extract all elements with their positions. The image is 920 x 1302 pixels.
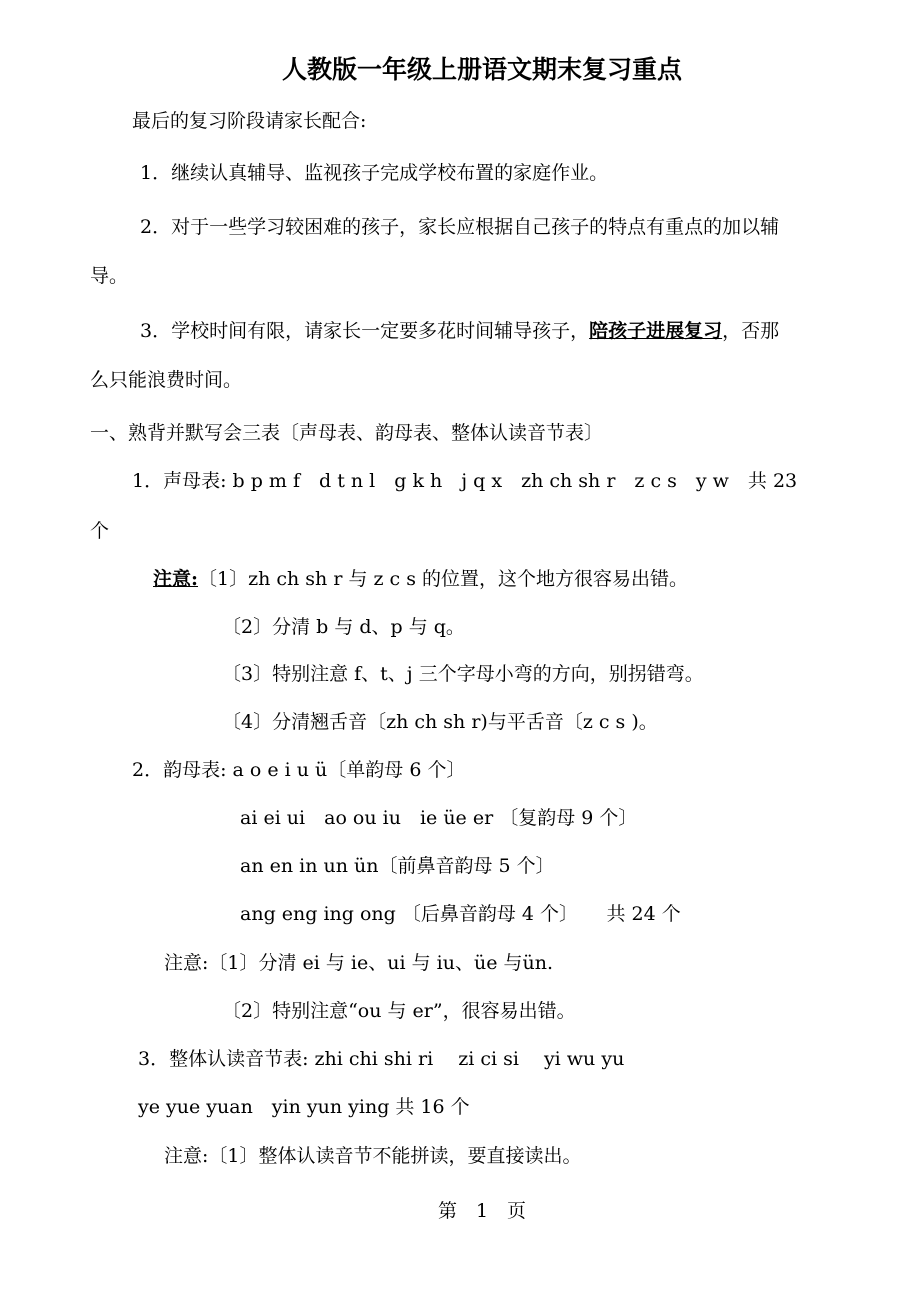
yunmu-note-1: 注意:〔1〕分清 ei 与 ie、ui 与 iu、üe 与ün. <box>164 952 553 974</box>
tip-3-line-2: 么只能浪费时间。 <box>90 369 243 391</box>
yunmu-line-4: ang eng ing ong 〔后鼻音韵母 4 个〕 共 24 个 <box>240 903 681 925</box>
yunmu-line-1: 2．韵母表: a o e i u ü〔单韵母 6 个〕 <box>132 759 466 781</box>
tip-3-text-pre: 3．学校时间有限，请家长一定要多花时间辅导孩子， <box>140 320 590 342</box>
yunmu-line-3: an en in un ün〔前鼻音韵母 5 个〕 <box>240 855 555 877</box>
tip-3-emphasis: 陪孩子进展复习 <box>589 320 723 342</box>
page-title: 人教版一年级上册语文期末复习重点 <box>281 55 682 84</box>
zhengti-line-1: 3．整体认读音节表: zhi chi shi ri zi ci si yi wu yu <box>138 1048 625 1070</box>
page-number: 第 1 页 <box>437 1200 527 1222</box>
shengmu-note-1 <box>153 566 688 592</box>
shengmu-note-2: 〔2〕分清 b 与 d、p 与 q。 <box>222 616 465 638</box>
tip-2-line-1: 2．对于一些学习较困难的孩子，家长应根据自己孩子的特点有重点的加以辅 <box>140 216 780 238</box>
note-1-text: 〔1〕zh ch sh r 与 z c s 的位置，这个地方很容易出错。 <box>198 568 689 590</box>
tip-1: 1．继续认真辅导、监视孩子完成学校布置的家庭作业。 <box>140 162 609 184</box>
note-label: 注意: <box>153 568 199 590</box>
tip-2-line-2: 导。 <box>90 265 129 287</box>
zhengti-note-1: 注意:〔1〕整体认读音节不能拼读，要直接读出。 <box>164 1145 582 1167</box>
shengmu-note-3: 〔3〕特别注意 f、t、j 三个字母小弯的方向，别拐错弯。 <box>222 663 704 685</box>
tip-3-text-post: ，否那 <box>722 320 780 342</box>
section-1-heading: 一、熟背并默写会三表〔声母表、韵母表、整体认读音节表〕 <box>90 422 604 444</box>
yunmu-note-2: 〔2〕特别注意“ou 与 er”，很容易出错。 <box>222 1000 576 1022</box>
yunmu-line-2: ai ei ui ao ou iu ie üe er 〔复韵母 9 个〕 <box>240 807 638 829</box>
tip-3-line-1 <box>140 318 779 344</box>
shengmu-line-2: 个 <box>90 520 110 542</box>
shengmu-line-1: 1．声母表: b p m f d t n l g k h j q x zh ch sh r z c s y w 共 23 <box>132 470 798 492</box>
shengmu-note-4: 〔4〕分清翘舌音〔zh ch sh r)与平舌音〔z c s )。 <box>222 711 658 733</box>
zhengti-line-2: ye yue yuan yin yun ying 共 16 个 <box>138 1096 470 1118</box>
intro-text: 最后的复习阶段请家长配合: <box>132 110 367 132</box>
